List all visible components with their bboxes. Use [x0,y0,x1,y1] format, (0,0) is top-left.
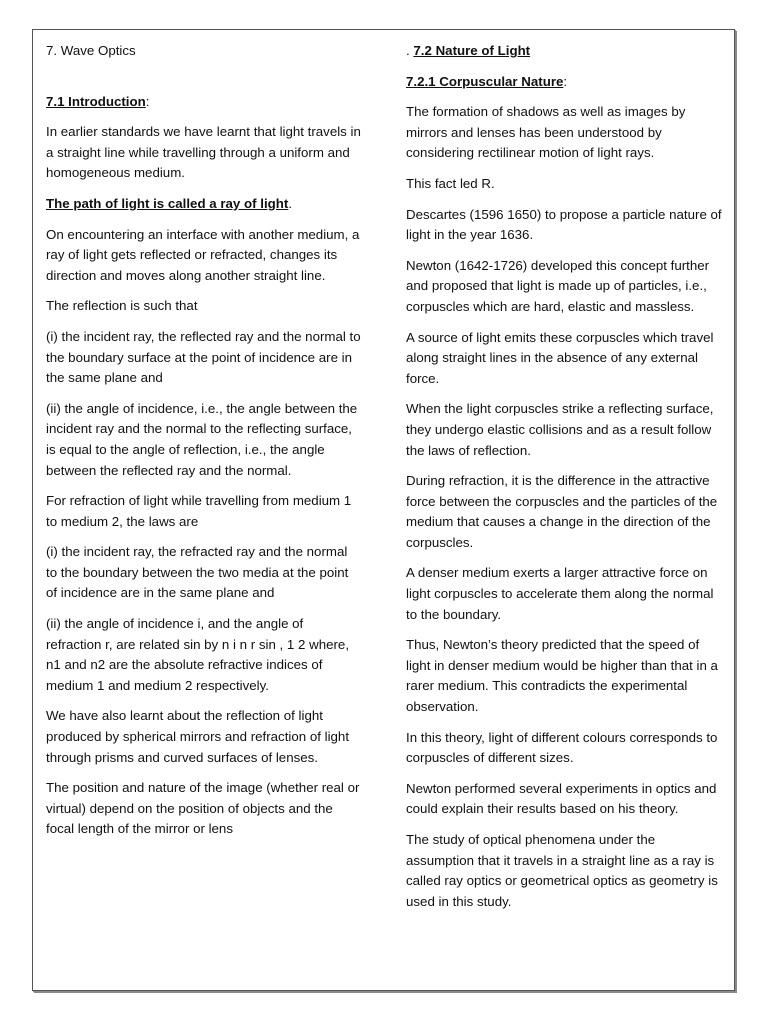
paragraph: Thus, Newton’s theory predicted that the speed of light in denser medium would be higher than that in a rarer medium. This contradicts the experimental observation. [406,637,718,715]
paragraph: In earlier standards we have learnt that light travels in a straight line while travelling through a uniform and homogeneous medium. [46,124,361,181]
paragraph: On encountering an interface with another medium, a ray of light gets reflected or refracted, changes its direction and moves along another straight line. [46,226,360,283]
paragraph: The position and nature of the image (whether real or virtual) depend on the position of objects and the focal length of the mirror or lens [46,780,360,837]
right-column [406,41,724,922]
section-heading-text: 7.1 Introduction [46,93,146,109]
paragraph: The study of optical phenomena under the assumption that it travels in a straight line as a ray is called ray optics or geometrical optics as geometry is used in this study. [406,832,718,909]
paragraph: The formation of shadows as well as images by mirrors and lenses has been understood by considering rectilinear motion of light rays. [406,104,686,161]
subsection-heading-corpuscular [406,72,724,93]
chapter-title: 7. Wave Optics [46,43,136,58]
section-heading-introduction [46,92,362,113]
paragraph: When the light corpuscles strike a reflecting surface, they undergo elastic collisions and as a result follow the laws of reflection. [406,401,714,458]
ray-statement-suffix: . [288,195,293,211]
paragraph: (i) the incident ray, the refracted ray and the normal to the boundary between the two media at the point of incidence are in the same plane and [46,544,349,601]
paragraph: Newton performed several experiments in optics and could explain their results based on his theory. [406,780,717,817]
paragraph: For refraction of light while travelling from medium 1 to medium 2, the laws are [46,493,352,529]
paragraph: Newton (1642-1726) developed this concept further and proposed that light is made up of particles, i.e., corpuscles which are hard, elastic and massless. [406,257,710,314]
paragraph: A source of light emits these corpuscles which travel along straight lines in the absence of any external force. [406,329,714,386]
paragraph: During refraction, it is the difference in the attractive force between the corpuscles and the particles of the medium that causes a change in the direction of the corpuscles. [406,473,718,550]
section-prefix: . [406,43,414,58]
left-column [46,41,362,850]
paragraph: Descartes (1596 1650) to propose a particle nature of light in the year 1636. [406,206,722,243]
paragraph: In this theory, light of different colours corresponds to corpuscles of different sizes. [406,729,718,766]
paragraph: (ii) the angle of incidence, i.e., the angle between the incident ray and the normal to the reflecting surface, is equal to the angle of reflection, i.e., the angle between the reflected ray and the normal. [46,400,358,478]
section-heading-suffix: : [145,93,150,109]
section-heading-nature-of-light [406,41,724,62]
section-heading-text: 7.2 Nature of Light [413,43,531,58]
paragraph: A denser medium exerts a larger attractive force on light corpuscles to accelerate them along the normal to the boundary. [406,565,714,622]
paragraph: This fact led R. [406,175,495,191]
spacer [46,72,362,92]
paragraph: The reflection is such that [46,298,198,314]
subsection-heading-text: 7.2.1 Corpuscular Nature [406,73,564,89]
ray-statement-text: The path of light is called a ray of light [46,195,289,211]
paragraph: We have also learnt about the reflection of light produced by spherical mirrors and refraction of light through prisms and curved surfaces of lenses. [46,708,350,765]
paragraph: (i) the incident ray, the reflected ray and the normal to the boundary surface at the point of incidence are in the same plane and [46,328,361,386]
paragraph: (ii) the angle of incidence i, and the angle of refraction r, are related sin by n i n r sin , 1 2 where, n1 and n2 are the absolute refractive indices of medium 1 and medium 2 respectively. [46,616,350,693]
ray-statement [46,194,362,215]
subsection-heading-suffix: : [563,73,568,89]
